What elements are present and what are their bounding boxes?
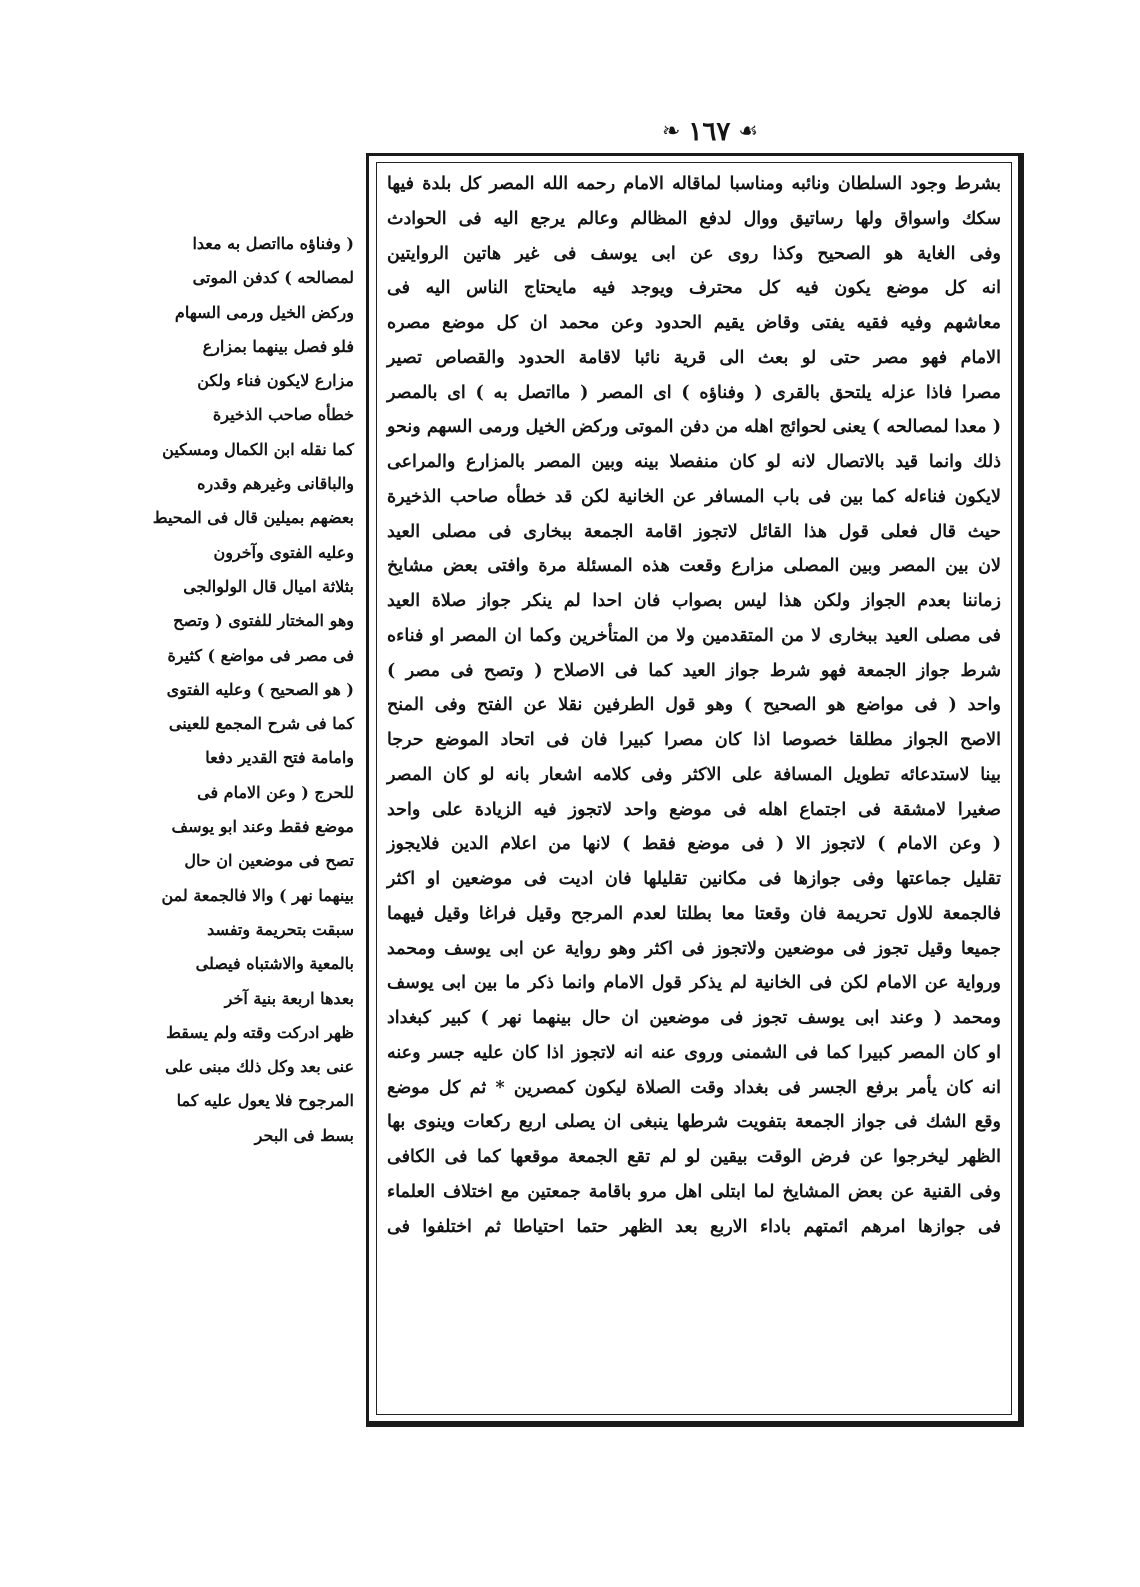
margin-text-line: بعدها اربعة بنية آخر (224, 988, 354, 1008)
main-text-line: ذلك وانما قيد بالاتصال لانه لو كان منفصلا بينه وبين المصر بالمزارع والمراعى (387, 452, 1001, 472)
main-text-line: ورواية عن الامام لكن فى الخانية لم يذكر قول الامام وانما ذكر ما بين ابى يوسف (387, 973, 1001, 994)
margin-text-line: كما فى شرح المجمع للعينى (168, 714, 354, 734)
left-ornament-icon: ☙ (738, 119, 759, 144)
margin-text-line: كما نقله ابن الكمال ومسكين (162, 439, 354, 459)
main-text-line: وفى الغاية هو الصحيح وكذا روى عن ابى يوسف فى غير هاتين الروايتين (387, 243, 1001, 264)
margin-text-line: بسط فى البحر (254, 1125, 354, 1145)
main-text-line: وقع الشك فى جواز الجمعة بتفويت شرطها ينبغى ان يصلى اربع ركعات وينوى بها (387, 1112, 1001, 1133)
margin-text-line: ( هو الصحيح ) وعليه الفتوى (166, 679, 354, 699)
margin-text-line: للحرج ( وعن الامام فى (197, 782, 354, 802)
margin-commentary (152, 227, 354, 1153)
margin-text-line: سبقت بتحريمة وتفسد (207, 919, 354, 939)
margin-text-line: عنى بعد وكل ذلك مبنى على (165, 1057, 354, 1077)
margin-text-line: موضع فقط وعند ابو يوسف (171, 817, 354, 837)
main-text-line: لايكون فناءله كما بين فى باب المسافر عن الخانية لكن قد خطأه صاحب الذخيرة (387, 486, 1001, 507)
main-text-frame (366, 153, 1024, 1427)
main-text-line: او كان المصر كبيرا كما فى الشمنى وروى عنه انه لاتجوز اذا كان عليه جسر وعنه (387, 1042, 1001, 1063)
margin-text-line: بالمعية والاشتباه فيصلى (195, 954, 354, 974)
margin-text-line: فلو فصل بينهما بمزارع (202, 336, 354, 356)
main-text-line: زماننا بعدم الجواز ولكن هذا ليس بصواب فان احدا لم ينكر جواز صلاة العيد (387, 591, 1001, 611)
main-text-line: جميعا وقيل تجوز فى موضعين ولاتجوز فى اكثر وهو رواية عن ابى يوسف ومحمد (387, 938, 1001, 959)
margin-text-line: بثلاثة اميال قال الولوالجى (183, 576, 354, 596)
margin-text-line: فى مصر فى مواضع ) كثيرة (167, 645, 354, 665)
main-text-block (387, 167, 1001, 1244)
main-text-line: حيث قال فعلى قول هذا القائل لاتجوز اقامة الجمعة ببخارى فى مصلى العيد (387, 521, 1001, 542)
main-text-inner-border (376, 162, 1012, 1415)
margin-text-line: وركض الخيل ورمى السهام (174, 302, 354, 322)
main-text-line: فالجمعة للاول تحريمة فان وقعتا معا بطلتا لعدم المرجح وقيل فراغا وقيل فيهما (387, 903, 1001, 924)
main-text-line: بشرط وجود السلطان ونائبه ومناسبا لماقاله الامام رحمه الله المصر كل بلدة فيها (387, 174, 1001, 194)
main-text-line: الامام فهو مصر حتى لو بعث الى قرية نائبا لاقامة الحدود والقصاص تصير (387, 347, 1001, 368)
main-text-line: فى مصلى العيد ببخارى لا من المتقدمين ولا من المتأخرين وكما ان المصر او فناءه (387, 625, 1001, 646)
margin-text-line: والباقانى وغيرهم وقدره (197, 474, 354, 494)
main-text-line: سكك واسواق ولها رساتيق ووال لدفع المظالم وعالم يرجع اليه فى الحوادث (387, 208, 1001, 229)
main-text-line: ( وعن الامام ) لاتجوز الا ( فى موضع فقط ) لانها من اعلام الدين فلايجوز (387, 834, 1001, 855)
main-text-line: واحد ( فى مواضع هو الصحيح ) وهو قول الطرفين نقلا عن الفتح وفى المنح (387, 695, 1001, 716)
margin-text-line: تصح فى موضعين ان حال (184, 851, 354, 871)
main-text-line: الاصح الجواز مطلقا خصوصا اذا كان مصرا كبيرا فان فى اتحاد الموضع حرجا (387, 730, 1001, 750)
margin-text-line: خطأه صاحب الذخيرة (212, 405, 354, 425)
main-text-line: بينا لاستدعائه تطويل المسافة على الاكثر وفى كلامه اشعار بانه لو كان المصر (387, 764, 1001, 785)
margin-text-line: وهو المختار للفتوى ( وتصح (173, 611, 354, 631)
main-text-line: تقليل جماعتها وفى جوازها فى مكانين تقليلها فان اديت فى موضعين او اكثر (387, 869, 1001, 889)
main-text-line: فى جوازها امرهم ائمتهم باداء الاربع بعد الظهر حتما احتياطا ثم اختلفوا فى (387, 1216, 1001, 1237)
margin-text-line: وامامة فتح القدير دفعا (205, 748, 354, 768)
main-text-line: شرط جواز الجمعة فهو شرط جواز العيد كما فى الاصلاح ( وتصح فى مصر ) (387, 660, 1001, 681)
main-text-line: ( معدا لمصالحه ) يعنى لحوائج اهله من دفن الموتى وركض الخيل ورمى السهم ونحو (387, 417, 1001, 438)
margin-text-line: وعليه الفتوى وآخرون (213, 542, 354, 562)
main-text-line: انه كل موضع يكون فيه كل محترف ويوجد فيه مايحتاج الناس اليه فى (387, 278, 1001, 299)
main-text-line: مصرا فاذا عزله يلتحق بالقرى ( وفناؤه ) اى المصر ( مااتصل به ) اى بالمصر (387, 382, 1001, 403)
margin-text-line: لمصالحه ) كدفن الموتى (192, 268, 354, 288)
page-header (620, 112, 800, 152)
margin-text-line: بعضهم بميلين قال فى المحيط (152, 508, 354, 528)
margin-text-line: ( وفناؤه مااتصل به معدا (192, 234, 354, 253)
main-text-line: لان بين المصر وبين المصلى مزارع وقعت هذه المسئلة مرة وافتى بعض مشايخ (387, 556, 1001, 577)
margin-text-line: بينهما نهر ) والا فالجمعة لمن (161, 885, 354, 905)
right-ornament-icon: ❧ (661, 119, 681, 144)
main-text-line: انه كان يأمر برفع الجسر فى بغداد وقت الصلاة ليكون كمصرين * ثم كل موضع (387, 1077, 1001, 1098)
main-text-line: ومحمد ( وعند ابى يوسف تجوز فى موضعين ان حال بينهما نهر ) كبير كبغداد (387, 1008, 1001, 1028)
page-number: ١٦٧ (688, 117, 731, 147)
margin-text-line: مزارع لايكون فناء ولكن (197, 371, 354, 391)
margin-text-line: المرجوح فلا يعول عليه كما (176, 1091, 354, 1111)
main-text-line: معاشهم وفيه فقيه يفتى وقاض يقيم الحدود وعن محمد ان كل موضع مصره (387, 313, 1001, 333)
main-text-line: وفى القنية عن بعض المشايخ لما ابتلى اهل مرو باقامة جمعتين مع اختلاف العلماء (387, 1181, 1001, 1202)
main-text-line: الظهر ليخرجوا عن فرض الوقت بيقين لو لم تقع الجمعة موقعها كما فى الكافى (387, 1147, 1001, 1167)
main-text-line: صغيرا لامشقة فى اجتماع اهله فى موضع واحد لاتجوز فيه الزيادة على واحد (387, 799, 1001, 820)
margin-text-line: ظهر ادركت وقته ولم يسقط (166, 1022, 354, 1042)
